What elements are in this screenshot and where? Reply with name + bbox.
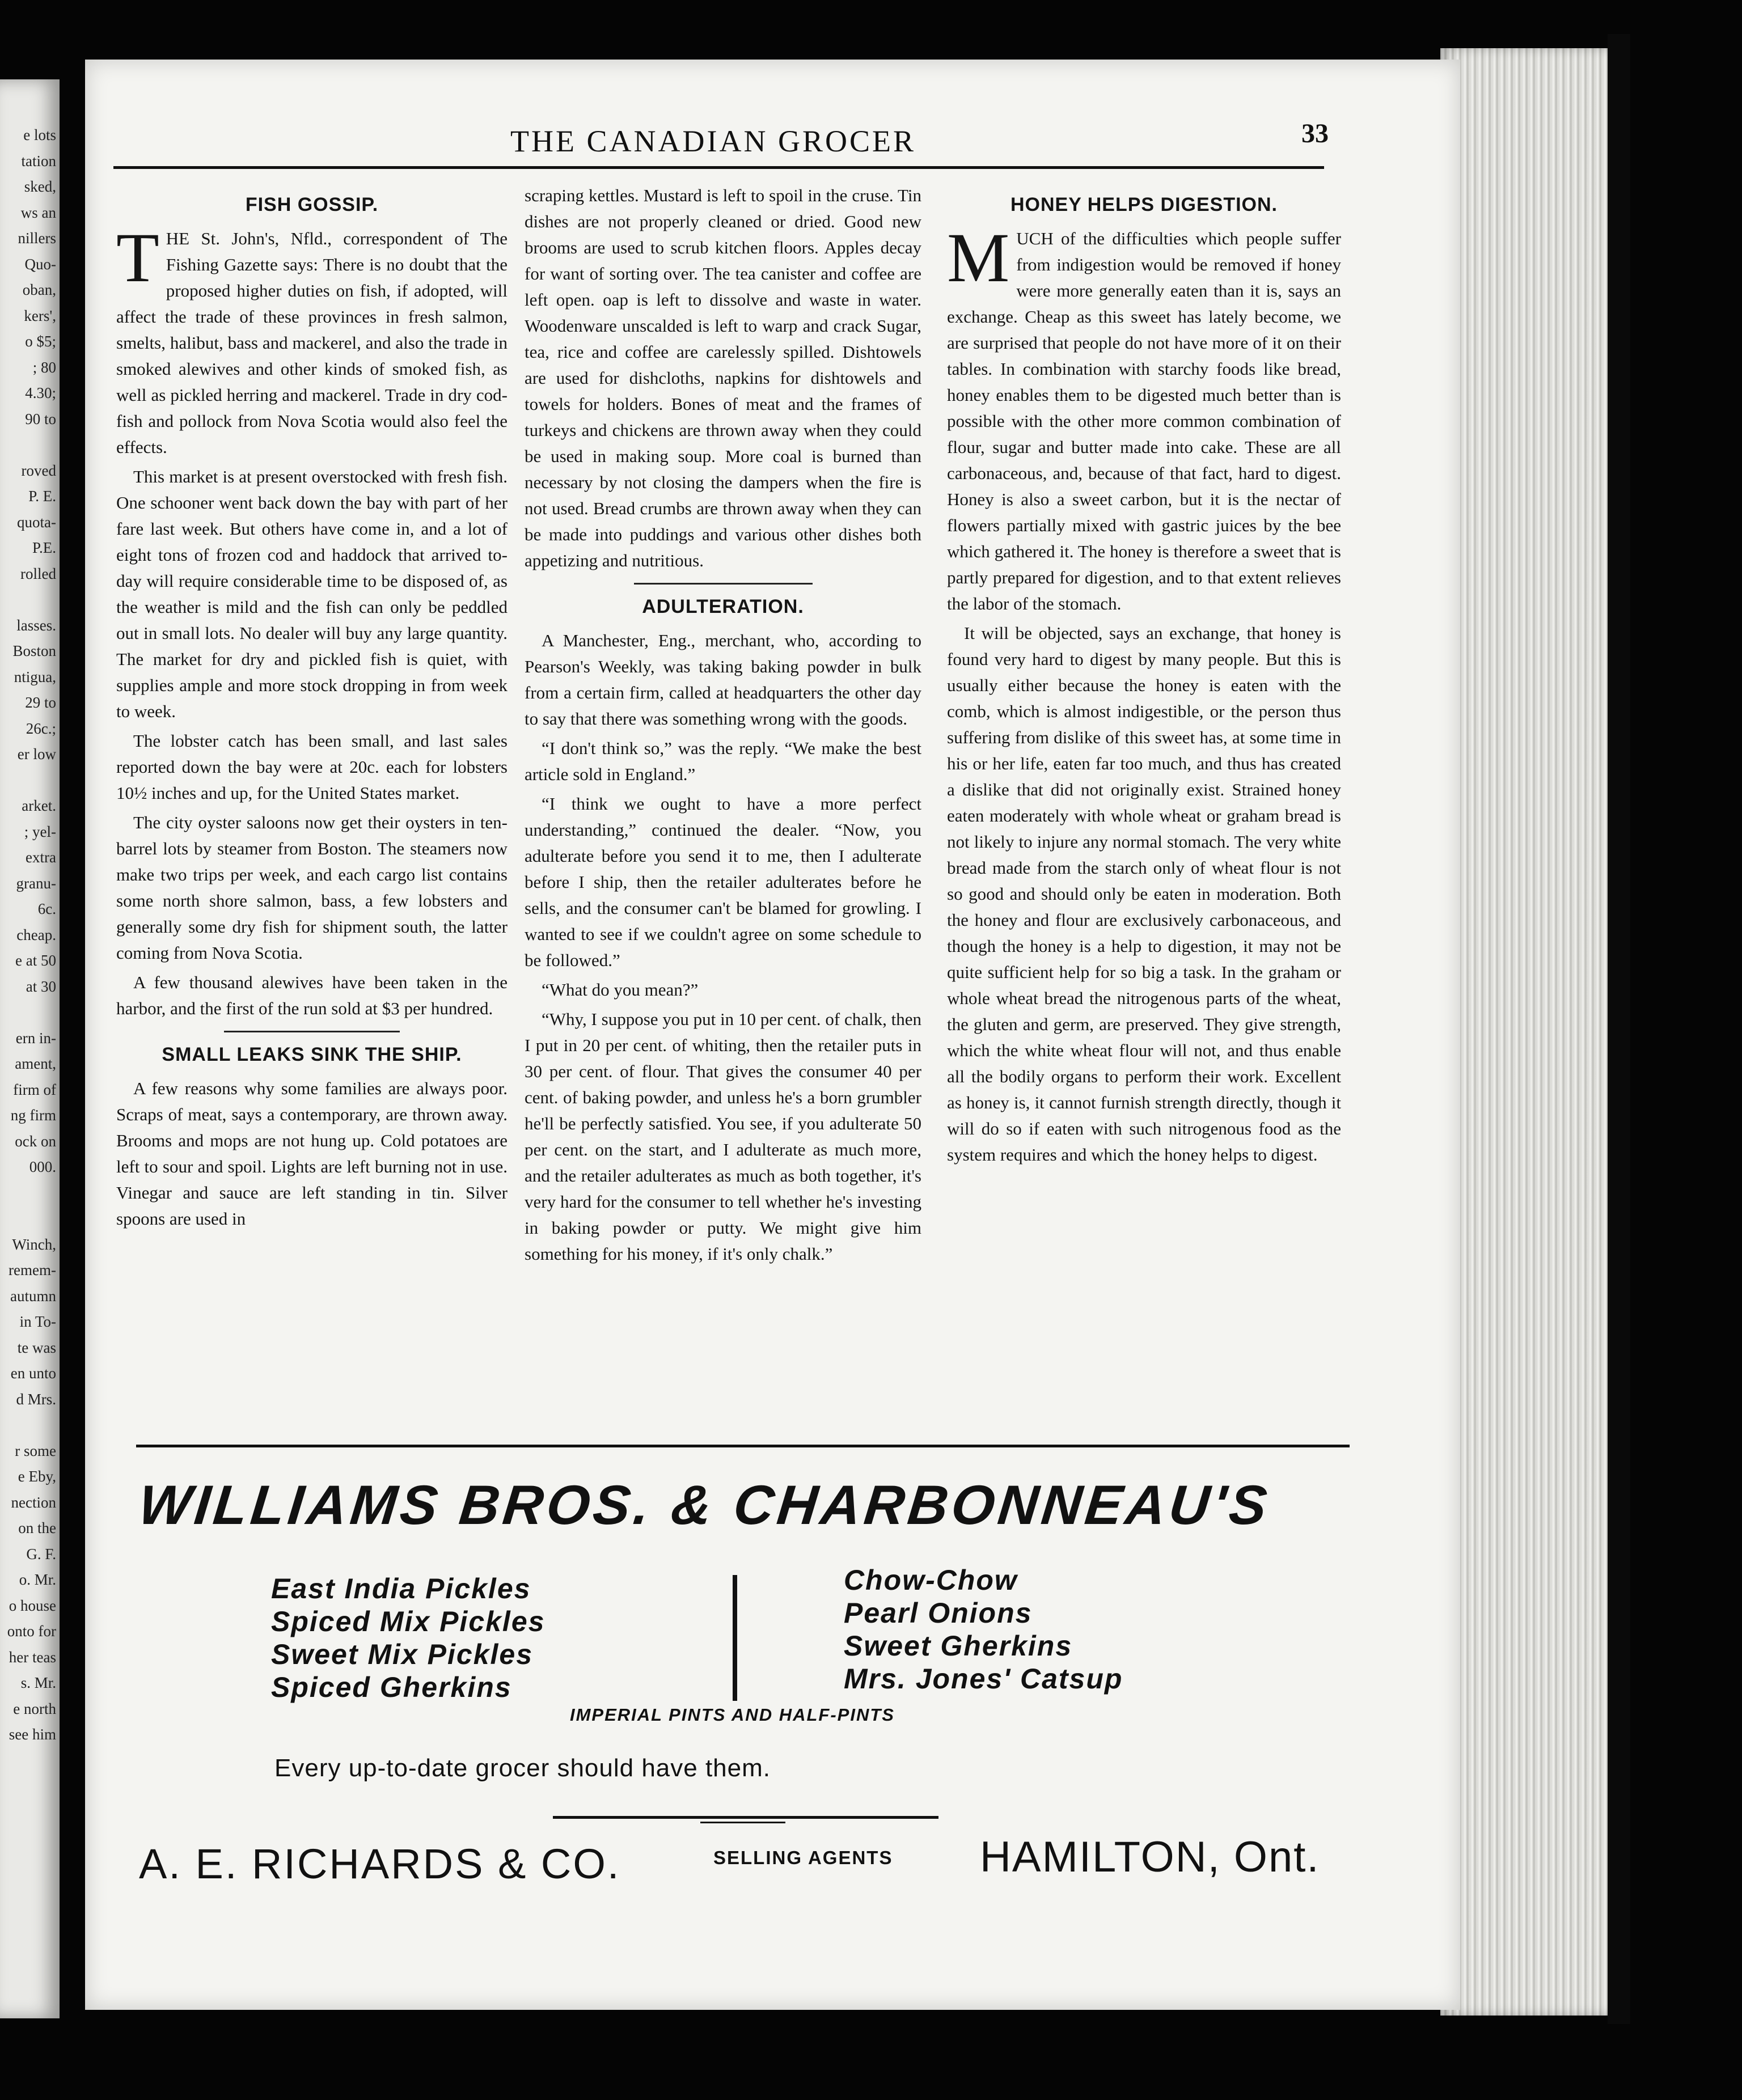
- facing-page-text-fragment: lasses.: [16, 616, 56, 634]
- article-paragraph: The lobster catch has been small, and last sales reported down the bay were at 20c. each for lobsters 10½ inches and up, for the United States market.: [116, 731, 508, 803]
- facing-page-text-fragment: firm of: [13, 1081, 56, 1098]
- facing-page-text-fragment: ament,: [15, 1055, 56, 1072]
- facing-page-text-fragment: see him: [9, 1726, 56, 1743]
- facing-page-text-fragment: autumn: [10, 1287, 56, 1305]
- product-item: Spiced Gherkins: [271, 1671, 512, 1703]
- facing-page-text-fragment: P. E.: [28, 488, 56, 505]
- facing-page-text-fragment: te was: [17, 1339, 56, 1356]
- article-paragraph: “I don't think so,” was the reply. “We make the best article sold in England.”: [525, 738, 921, 784]
- facing-page-text-fragment: quota-: [17, 513, 56, 531]
- advertisement-rule: [553, 1816, 938, 1819]
- article-headline-adulteration: ADULTERATION.: [642, 596, 804, 617]
- column-2: [525, 183, 921, 1271]
- facing-page-text-fragment: r some: [15, 1442, 56, 1459]
- product-item: Chow-Chow: [844, 1564, 1018, 1596]
- product-item: Mrs. Jones' Catsup: [844, 1663, 1123, 1695]
- facing-page-text-fragment: P.E.: [32, 539, 56, 556]
- facing-page-text-fragment: o house: [9, 1597, 56, 1614]
- article-headline-fish-gossip: FISH GOSSIP.: [245, 194, 379, 215]
- facing-page-text-fragment: oban,: [22, 281, 56, 298]
- facing-page-text-fragment: d Mrs.: [16, 1390, 56, 1408]
- article-paragraph: It will be objected, says an exchange, that honey is found very hard to digest by many people. But this is usually either because the honey is eaten with the comb, which is almost indigestible, or the person thus suffering from dislike of this sweet has, at some time in his or her life, eaten far too much, and thus has created a dislike that did not originally exist. Strained honey eaten moderately with whole wheat or graham bread is not likely to injure any normal stomach. The very white bread made from the starch only of wheat flour is not so good and should only be eaten in moderation. Both the honey and flour are exclusively carbonaceous, and though the honey is a help to digestion, it may not be quite sufficient help for so big a task. In the graham or whole wheat bread the nitrogenous parts of the wheat, the gluten and germ, are preserved. They give strength, which the white wheat flour will not, and thus enable all the bodily organs to perform their work. Excellent as honey is, it cannot furnish strength directly, though it will do so if eaten with such nitrogenous food as the system requires and which the honey helps to digest.: [947, 623, 1341, 1165]
- article-headline-small-leaks: SMALL LEAKS SINK THE SHIP.: [162, 1044, 462, 1065]
- facing-page-text-fragment: er low: [17, 746, 56, 763]
- facing-page-fragment: [0, 79, 60, 2018]
- column-1: [116, 187, 508, 1235]
- product-item: Spiced Mix Pickles: [271, 1606, 546, 1637]
- facing-page-text-fragment: tation: [21, 152, 56, 170]
- facing-page-text-fragment: Boston: [12, 642, 56, 659]
- facing-page-text-fragment: granu-: [16, 874, 56, 892]
- facing-page-text-fragment: 000.: [29, 1158, 56, 1175]
- advertisement-selling-agents: SELLING AGENTS: [713, 1847, 893, 1868]
- advertisement-title: WILLIAMS BROS. & CHARBONNEAU'S: [136, 1474, 1274, 1536]
- article-headline-honey: HONEY HELPS DIGESTION.: [1010, 194, 1278, 215]
- facing-page-text-fragment: o. Mr.: [19, 1571, 56, 1588]
- product-list-divider: [733, 1575, 737, 1701]
- advertisement-tagline: Every up-to-date grocer should have them.: [274, 1754, 771, 1782]
- facing-page-text-fragment: her teas: [9, 1648, 56, 1666]
- facing-page-text-fragment: extra: [26, 849, 56, 866]
- facing-page-text-fragment: en unto: [10, 1365, 56, 1382]
- facing-page-text-fragment: Quo-: [24, 255, 56, 273]
- advertisement-city: HAMILTON, Ont.: [980, 1833, 1320, 1881]
- drop-cap: T: [116, 219, 159, 297]
- facing-page-text-fragment: cheap.: [16, 926, 56, 943]
- facing-page-text-fragment: ; yel-: [24, 823, 56, 840]
- facing-page-text-fragment: e Eby,: [18, 1468, 56, 1485]
- facing-page-text-fragment: nection: [11, 1493, 56, 1511]
- facing-page-text-fragment: on the: [18, 1519, 56, 1536]
- facing-page-text-fragment: s. Mr.: [20, 1674, 56, 1691]
- facing-page-text-fragment: sked,: [24, 178, 56, 195]
- facing-page-text-fragment: kers',: [24, 307, 56, 324]
- facing-page-text-fragment: ock on: [15, 1132, 56, 1150]
- facing-page-text-fragment: in To-: [19, 1313, 56, 1330]
- facing-page-text-fragment: 90 to: [25, 410, 56, 427]
- facing-page-text-fragment: e lots: [23, 126, 56, 143]
- page-number: 33: [1301, 118, 1329, 149]
- product-item: East India Pickles: [271, 1573, 531, 1604]
- article-paragraph: “I think we ought to have a more perfect understanding,” continued the dealer. “Now, you adulterate before you send it to me, then I adulterate before I ship, then the retailer adulterates before he sells, and the consumer can't be blamed for growling. I wanted to see if we couldn't agree on some schedule to be followed.”: [525, 794, 921, 970]
- article-paragraph: MUCH of the difficulties which people suffer from indigestion would be removed if honey were more generally eaten than it is, says an exchange. Cheap as this sweet has lately become, we are surprised that people do not have more of it on their tables. In combination with starchy foods like bread, honey enables them to be digested much better than is possible with the other more common combination of flour, sugar and butter made into cake. These are all carbonaceous, and, because of that fact, hard to digest. Honey is also a sweet carbon, but it is the nectar of flowers partially mixed with gastric juices by the bee which gathered it. The honey is therefore a sweet that is partly prepared for digestion, and to that extent relieves the labor of the stomach.: [947, 219, 1341, 613]
- facing-page-text-fragment: Winch,: [12, 1235, 56, 1253]
- facing-page-text-fragment: roved: [21, 462, 56, 479]
- facing-page-text-fragment: ws an: [20, 204, 56, 221]
- facing-page-text-fragment: e at 50: [15, 952, 56, 969]
- section-divider: [634, 583, 813, 585]
- advertisement-rule: [136, 1445, 1350, 1447]
- facing-page-text-fragment: at 30: [26, 977, 56, 995]
- facing-page-text-fragment: remem-: [9, 1261, 56, 1278]
- article-paragraph: A few thousand alewives have been taken in the harbor, and the first of the run sold at $3 per hundred.: [116, 972, 508, 1018]
- facing-page-text-fragment: arket.: [22, 797, 56, 814]
- facing-page-text-fragment: ern in-: [15, 1029, 56, 1047]
- facing-page-text-fragment: G. F.: [26, 1545, 56, 1563]
- article-paragraph: THE St. John's, Nfld., correspondent of The Fishing Gazette says: There is no doubt that the proposed higher duties on fish, if adopted, will affect the trade of these provinces in fresh salmon, smelts, halibut, bass and mackerel, and also the trade in smoked alewives and other kinds of smoked fish, as well as pickled herring and mackerel. Trade in dry cod-fish and pollock from Nova Scotia would also feel the effects.: [116, 219, 508, 457]
- advertisement-rule: [700, 1822, 785, 1823]
- product-list-left: [271, 1572, 545, 1704]
- facing-page-text-fragment: 6c.: [37, 900, 56, 917]
- book-page-edges: [1440, 48, 1610, 2016]
- article-paragraph: scraping kettles. Mustard is left to spoil in the cruse. Tin dishes are not properly cleaned or dried. Good new brooms are used to scrub kitchen floors. Apples decay for want of sorting over. The tea canister and coffee are left open. oap is left to dissolve and waste in water. Woodenware unscalded is left to warp and crack Sugar, tea, rice and coffee are carelessly spilled. Dishtowels are used for dishcloths, napkins for dishtowels and towels for holders. Bones of meat and the frames of turkeys and chickens are thrown away when they could be used in making soup. More coal is burned than necessary by not closing the dampers when the fire is not used. Bread crumbs are thrown away when they can be made into puddings and various other dishes both appetizing and nutritious.: [525, 185, 921, 570]
- facing-page-text-fragment: ntigua,: [14, 668, 56, 685]
- section-divider: [224, 1031, 400, 1032]
- facing-page-text-fragment: onto for: [7, 1623, 56, 1640]
- facing-page-text-fragment: ; 80: [32, 358, 56, 376]
- advertisement-subline: IMPERIAL PINTS AND HALF-PINTS: [570, 1705, 895, 1725]
- facing-page-text-fragment: e north: [13, 1700, 56, 1717]
- facing-page-text-fragment: rolled: [20, 565, 56, 582]
- article-paragraph: “What do you mean?”: [542, 980, 699, 1000]
- article-paragraph: “Why, I suppose you put in 10 per cent. of chalk, then I put in 20 per cent. of whiting, then the retailer puts in 30 per cent. of flour. That gives the consumer 40 per cent. of baking powder, and unless he's a born grumbler he'll be perfectly satisfied. You see, if you adulterate 50 per cent. on the start, and I adulterate as much more, and the retailer adulterates as much as both together, it's very hard for the consumer to tell whether he's investing in baking powder or putty. We might give him something for his money, if it's only chalk.”: [525, 1009, 921, 1264]
- facing-page-text-fragment: nillers: [18, 230, 56, 247]
- article-paragraph: This market is at present overstocked with fresh fish. One schooner went back down the bay with part of her fare last week. But others have come in, and a lot of eight tons of frozen cod and haddock that arrived to-day will require considerable time to be disposed of, as the weather is mild and the fish can only be peddled out in small lots. No dealer will buy any large quantity. The market for dry and pickled fish is quiet, with supplies ample and more stock dropping in from week to week.: [116, 467, 508, 721]
- product-list-right: [844, 1564, 1123, 1695]
- product-item: Pearl Onions: [844, 1597, 1033, 1629]
- article-paragraph: A Manchester, Eng., merchant, who, according to Pearson's Weekly, was taking baking powder in bulk from a certain firm, called at headquarters the other day to say that there was something wrong with the goods.: [525, 630, 921, 729]
- header-rule: [113, 166, 1324, 169]
- facing-page-text-fragment: ng firm: [10, 1107, 56, 1124]
- article-paragraph: The city oyster saloons now get their oysters in ten-barrel lots by steamer from Boston. The steamers now make two trips per week, and each cargo list contains some north shore salmon, bass, a few lobsters and generally some dry fish for shipment south, the latter coming from Nova Scotia.: [116, 812, 508, 963]
- article-paragraph: A few reasons why some families are always poor. Scraps of meat, says a contemporary, are thrown away. Brooms and mops are not hung up. Cold potatoes are left to sour and spoil. Lights are left burning not in use. Vinegar and sauce are left standing in tin. Silver spoons are used in: [116, 1078, 508, 1229]
- facing-page-text-fragment: 26c.;: [26, 719, 56, 737]
- product-item: Sweet Mix Pickles: [271, 1638, 534, 1670]
- column-3: [947, 187, 1341, 1171]
- facing-page-text-fragment: 29 to: [25, 694, 56, 711]
- running-title: THE CANADIAN GROCER: [510, 124, 916, 158]
- facing-page-text-fragment: o $5;: [25, 333, 56, 350]
- book-cover-edge: [1608, 34, 1630, 2024]
- drop-cap: M: [947, 219, 1010, 297]
- product-item: Sweet Gherkins: [844, 1630, 1073, 1662]
- facing-page-text-fragment: 4.30;: [25, 384, 56, 401]
- advertisement-agent: A. E. RICHARDS & CO.: [139, 1840, 621, 1887]
